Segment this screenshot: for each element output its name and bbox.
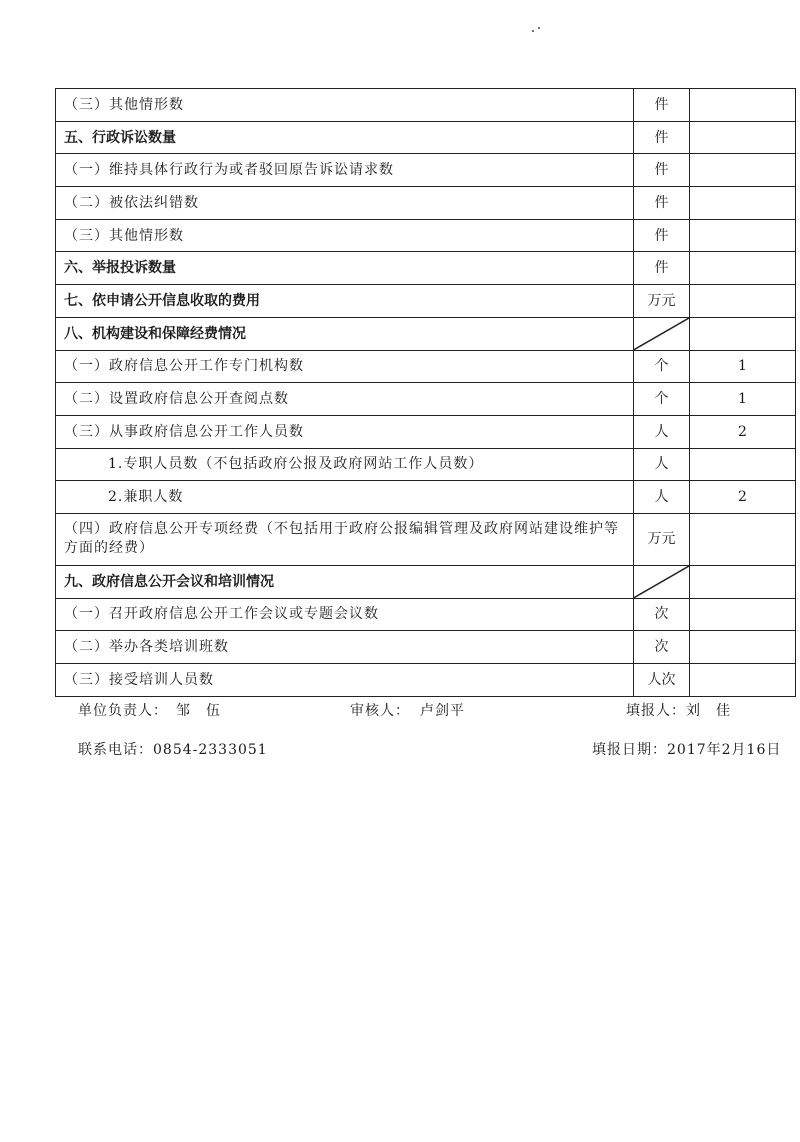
item-label: （一）政府信息公开工作专门机构数 <box>56 350 634 383</box>
value-cell <box>690 89 796 122</box>
table-row <box>56 219 796 252</box>
table-row <box>56 317 796 350</box>
section-heading: 七、依申请公开信息收取的费用 <box>56 285 634 318</box>
leader-signature <box>78 700 221 720</box>
value-cell <box>690 664 796 697</box>
date-label: 填报日期： <box>592 742 667 758</box>
unit-cell: 件 <box>634 187 690 220</box>
item-label: 2.兼职人数 <box>56 481 634 514</box>
table-row <box>56 415 796 448</box>
item-label: （一）维持具体行政行为或者驳回原告诉讼请求数 <box>56 154 634 187</box>
unit-cell: 件 <box>634 154 690 187</box>
value-cell <box>690 154 796 187</box>
table-row <box>56 513 796 565</box>
diagonal-slash-icon <box>634 566 689 598</box>
table-row <box>56 350 796 383</box>
unit-cell: 件 <box>634 121 690 154</box>
diagonal-slash-icon <box>634 318 689 350</box>
value-cell <box>690 317 796 350</box>
unit-cell: 人 <box>634 415 690 448</box>
table-row <box>56 598 796 631</box>
reviewer-label: 审核人： <box>350 703 410 719</box>
report-date <box>592 739 781 759</box>
scan-speck <box>538 27 540 29</box>
table-row <box>56 154 796 187</box>
value-cell: 1 <box>690 383 796 416</box>
phone-number: 0854-2333051 <box>153 742 268 758</box>
item-label: （三）其他情形数 <box>56 219 634 252</box>
section-heading: 九、政府信息公开会议和培训情况 <box>56 565 634 598</box>
date-value: 2017年2月16日 <box>667 742 782 758</box>
value-cell <box>690 598 796 631</box>
table-row <box>56 448 796 481</box>
item-label: （二）被依法纠错数 <box>56 187 634 220</box>
value-cell <box>690 631 796 664</box>
unit-cell: 件 <box>634 89 690 122</box>
table-row <box>56 187 796 220</box>
item-label: （四）政府信息公开专项经费（不包括用于政府公报编辑管理及政府网站建设维护等方面的经费） <box>56 513 634 565</box>
value-cell: 2 <box>690 415 796 448</box>
value-cell <box>690 121 796 154</box>
item-label: （二）举办各类培训班数 <box>56 631 634 664</box>
unit-cell: 次 <box>634 598 690 631</box>
table-row <box>56 89 796 122</box>
value-cell <box>690 252 796 285</box>
phone-label: 联系电话： <box>78 742 153 758</box>
table-row <box>56 481 796 514</box>
reviewer-signature <box>350 700 465 720</box>
table-row <box>56 631 796 664</box>
section-heading: 六、举报投诉数量 <box>56 252 634 285</box>
section-heading: 五、行政诉讼数量 <box>56 121 634 154</box>
unit-cell: 个 <box>634 383 690 416</box>
table-row <box>56 565 796 598</box>
unit-cell: 人 <box>634 481 690 514</box>
unit-cell: 次 <box>634 631 690 664</box>
contact-phone <box>78 739 268 759</box>
value-cell <box>690 565 796 598</box>
leader-label: 单位负责人： <box>78 703 168 719</box>
item-label: 1.专职人员数（不包括政府公报及政府网站工作人员数） <box>56 448 634 481</box>
item-label: （一）召开政府信息公开工作会议或专题会议数 <box>56 598 634 631</box>
value-cell <box>690 513 796 565</box>
section-heading: 八、机构建设和保障经费情况 <box>56 317 634 350</box>
value-cell <box>690 187 796 220</box>
diagonal-slash-cell <box>634 565 690 598</box>
filler-signature <box>626 700 731 720</box>
value-cell <box>690 448 796 481</box>
scan-speck <box>532 30 534 32</box>
diagonal-slash-cell <box>634 317 690 350</box>
unit-cell: 件 <box>634 252 690 285</box>
statistics-table <box>55 88 796 697</box>
item-label: （二）设置政府信息公开查阅点数 <box>56 383 634 416</box>
unit-cell: 万元 <box>634 513 690 565</box>
table-row <box>56 121 796 154</box>
item-label: （三）其他情形数 <box>56 89 634 122</box>
filler-label: 填报人： <box>626 703 686 719</box>
value-cell <box>690 285 796 318</box>
leader-name: 邹 伍 <box>176 703 221 719</box>
table-row <box>56 664 796 697</box>
unit-cell: 件 <box>634 219 690 252</box>
reviewer-name: 卢剑平 <box>420 703 465 719</box>
value-cell: 1 <box>690 350 796 383</box>
item-label: （三）接受培训人员数 <box>56 664 634 697</box>
value-cell: 2 <box>690 481 796 514</box>
table-row <box>56 383 796 416</box>
table-row <box>56 252 796 285</box>
item-label: （三）从事政府信息公开工作人员数 <box>56 415 634 448</box>
value-cell <box>690 219 796 252</box>
unit-cell: 人 <box>634 448 690 481</box>
unit-cell: 万元 <box>634 285 690 318</box>
unit-cell: 个 <box>634 350 690 383</box>
filler-name: 刘 佳 <box>686 703 731 719</box>
table-row <box>56 285 796 318</box>
unit-cell: 人次 <box>634 664 690 697</box>
